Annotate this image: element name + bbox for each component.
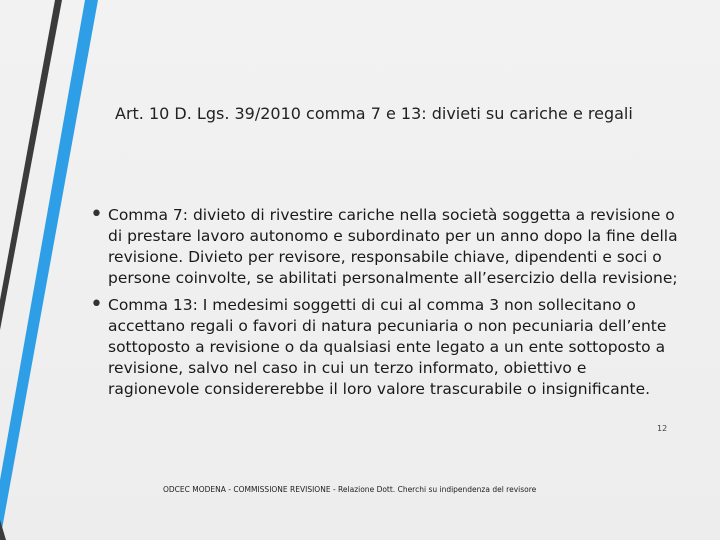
slide-footer: ODCEC MODENA - COMMISSIONE REVISIONE - Relazione Dott. Cherchi su indipendenza del revisore [163,485,537,494]
slide-title: Art. 10 D. Lgs. 39/2010 comma 7 e 13: divieti su cariche e regali [115,104,633,123]
bullet-item [90,292,680,400]
bullet-dot-icon: • [90,202,103,227]
bullet-list [90,202,680,406]
bullet-text: Comma 13: I medesimi soggetti di cui al comma 3 non sollecitano o accettano regali o favori di natura pecuniaria o non pecuniaria dell’ente sottoposto a revisione o da qualsiasi ente legato a un ente sottoposto a revisione, salvo nel caso in cui un terzo informato, obiettivo e ragionevole considererebbe il loro valore trascurabile o insignificante. [108,296,667,398]
slide-number: 12 [657,424,668,433]
bullet-text: Comma 7: divieto di rivestire cariche nella società soggetta a revisione o di prestare lavoro autonomo e subordinato per un anno dopo la fine della revisione. Divieto per revisore, responsabile chiave, dipendenti e soci o persone coinvolte, se abilitati personalmente all’esercizio della revisione; [108,206,678,287]
decorative-stripes [0,0,100,540]
dark-stripe [0,0,62,330]
bullet-dot-icon: • [90,292,103,317]
blue-stripe [0,0,98,540]
bullet-item [90,202,680,289]
